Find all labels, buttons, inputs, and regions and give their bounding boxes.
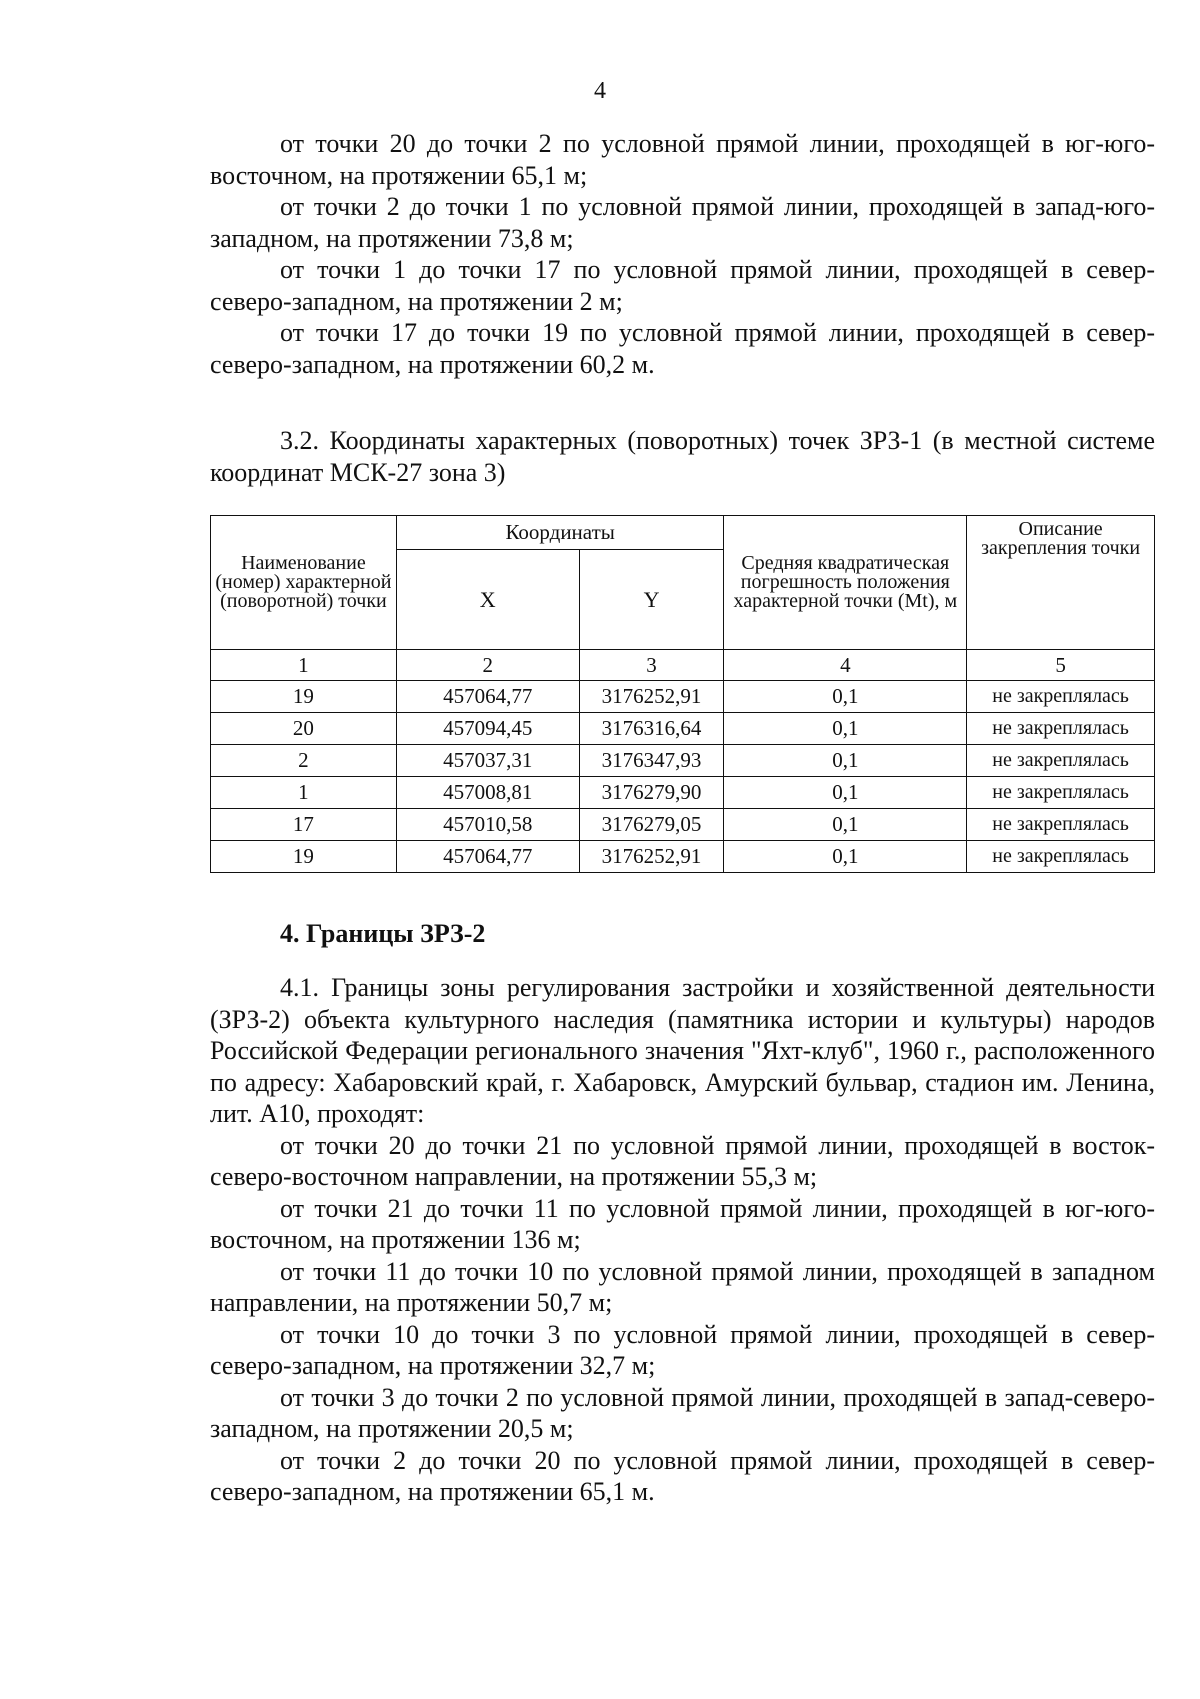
y-coordinate: 3176252,91 xyxy=(579,681,724,713)
header-point-name: Наименование (номер) характерной (поворотной) точки xyxy=(211,516,397,650)
x-coordinate: 457094,45 xyxy=(396,713,579,745)
boundary-line: от точки 11 до точки 10 по условной прямой линии, проходящей в западном направлении, на протяжении 50,7 м; xyxy=(210,1256,1155,1317)
mean-error: 0,1 xyxy=(724,841,967,873)
y-coordinate: 3176316,64 xyxy=(579,713,724,745)
fixing-description: не закреплялась xyxy=(967,745,1155,777)
fixing-description: не закреплялась xyxy=(967,777,1155,809)
column-number: 5 xyxy=(967,650,1155,681)
header-coordinates: Координаты xyxy=(396,516,724,550)
page-number: 4 xyxy=(594,78,606,104)
header-y: Y xyxy=(579,550,724,650)
mean-error: 0,1 xyxy=(724,713,967,745)
header-mean-error: Средняя квадратическая погрешность положения характерной точки (Mt), м xyxy=(724,516,967,650)
mean-error: 0,1 xyxy=(724,745,967,777)
coordinates-table xyxy=(210,515,1155,873)
column-number: 3 xyxy=(579,650,724,681)
column-number: 4 xyxy=(724,650,967,681)
point-number: 17 xyxy=(211,809,397,841)
boundary-line: от точки 21 до точки 11 по условной прямой линии, проходящей в юг-юго-восточном, на протяжении 136 м; xyxy=(210,1193,1155,1254)
point-number: 2 xyxy=(211,745,397,777)
section-heading: 4. Границы ЗРЗ-2 xyxy=(280,919,486,948)
point-number: 20 xyxy=(211,713,397,745)
fixing-description: не закреплялась xyxy=(967,809,1155,841)
column-number-row xyxy=(211,650,1155,681)
x-coordinate: 457064,77 xyxy=(396,681,579,713)
header-description: Описание закрепления точки xyxy=(967,516,1155,650)
boundary-line: от точки 10 до точки 3 по условной прямой линии, проходящей в север-северо-западном, на протяжении 32,7 м; xyxy=(210,1319,1155,1380)
y-coordinate: 3176347,93 xyxy=(579,745,724,777)
y-coordinate: 3176279,90 xyxy=(579,777,724,809)
header-x: X xyxy=(396,550,579,650)
section4-body xyxy=(210,972,1155,1508)
x-coordinate: 457064,77 xyxy=(396,841,579,873)
table-row xyxy=(211,841,1155,873)
column-number: 1 xyxy=(211,650,397,681)
section4-1-paragraph: 4.1. Границы зоны регулирования застройки и хозяйственной деятельности (ЗРЗ-2) объекта культурного наследия (памятника истории и культуры) народов Российской Федерации регионального значения "Яхт-клуб", 1960 г., расположенного по адресу: Хабаровский край, г. Хабаровск, Амурский бульвар, стадион им. Ленина, лит. А10, проходят: xyxy=(210,973,1155,1128)
y-coordinate: 3176279,05 xyxy=(579,809,724,841)
boundary-line: от точки 2 до точки 1 по условной прямой линии, проходящей в запад-юго-западном, на протяжении 73,8 м; xyxy=(210,192,1155,253)
boundary-line: от точки 3 до точки 2 по условной прямой линии, проходящей в запад-северо-западном, на протяжении 20,5 м; xyxy=(210,1382,1155,1443)
table-row xyxy=(211,745,1155,777)
section3-2-caption xyxy=(210,425,1155,488)
boundary-line: от точки 20 до точки 21 по условной прямой линии, проходящей в восток-северо-восточном направлении, на протяжении 55,3 м; xyxy=(210,1130,1155,1191)
boundary-line: от точки 20 до точки 2 по условной прямой линии, проходящей в юг-юго-восточном, на протяжении 65,1 м; xyxy=(210,129,1155,190)
coordinates-caption: 3.2. Координаты характерных (поворотных) точек ЗРЗ-1 (в местной системе координат МСК-27 зона 3) xyxy=(210,426,1155,487)
point-number: 19 xyxy=(211,681,397,713)
x-coordinate: 457008,81 xyxy=(396,777,579,809)
fixing-description: не закреплялась xyxy=(967,841,1155,873)
fixing-description: не закреплялась xyxy=(967,713,1155,745)
boundary-line: от точки 2 до точки 20 по условной прямой линии, проходящей в север-северо-западном, на протяжении 65,1 м. xyxy=(210,1445,1155,1506)
point-number: 19 xyxy=(211,841,397,873)
table-row xyxy=(211,777,1155,809)
column-number: 2 xyxy=(396,650,579,681)
table-row xyxy=(211,809,1155,841)
table-row xyxy=(211,681,1155,713)
x-coordinate: 457037,31 xyxy=(396,745,579,777)
mean-error: 0,1 xyxy=(724,777,967,809)
boundary-line: от точки 17 до точки 19 по условной прямой линии, проходящей в север-северо-западном, на протяжении 60,2 м. xyxy=(210,318,1155,379)
mean-error: 0,1 xyxy=(724,809,967,841)
y-coordinate: 3176252,91 xyxy=(579,841,724,873)
fixing-description: не закреплялась xyxy=(967,681,1155,713)
boundary-line: от точки 1 до точки 17 по условной прямой линии, проходящей в север-северо-западном, на протяжении 2 м; xyxy=(210,255,1155,316)
section3-boundary-list xyxy=(210,128,1155,380)
table-row xyxy=(211,713,1155,745)
mean-error: 0,1 xyxy=(724,681,967,713)
section4-heading-block xyxy=(210,918,1155,950)
x-coordinate: 457010,58 xyxy=(396,809,579,841)
point-number: 1 xyxy=(211,777,397,809)
